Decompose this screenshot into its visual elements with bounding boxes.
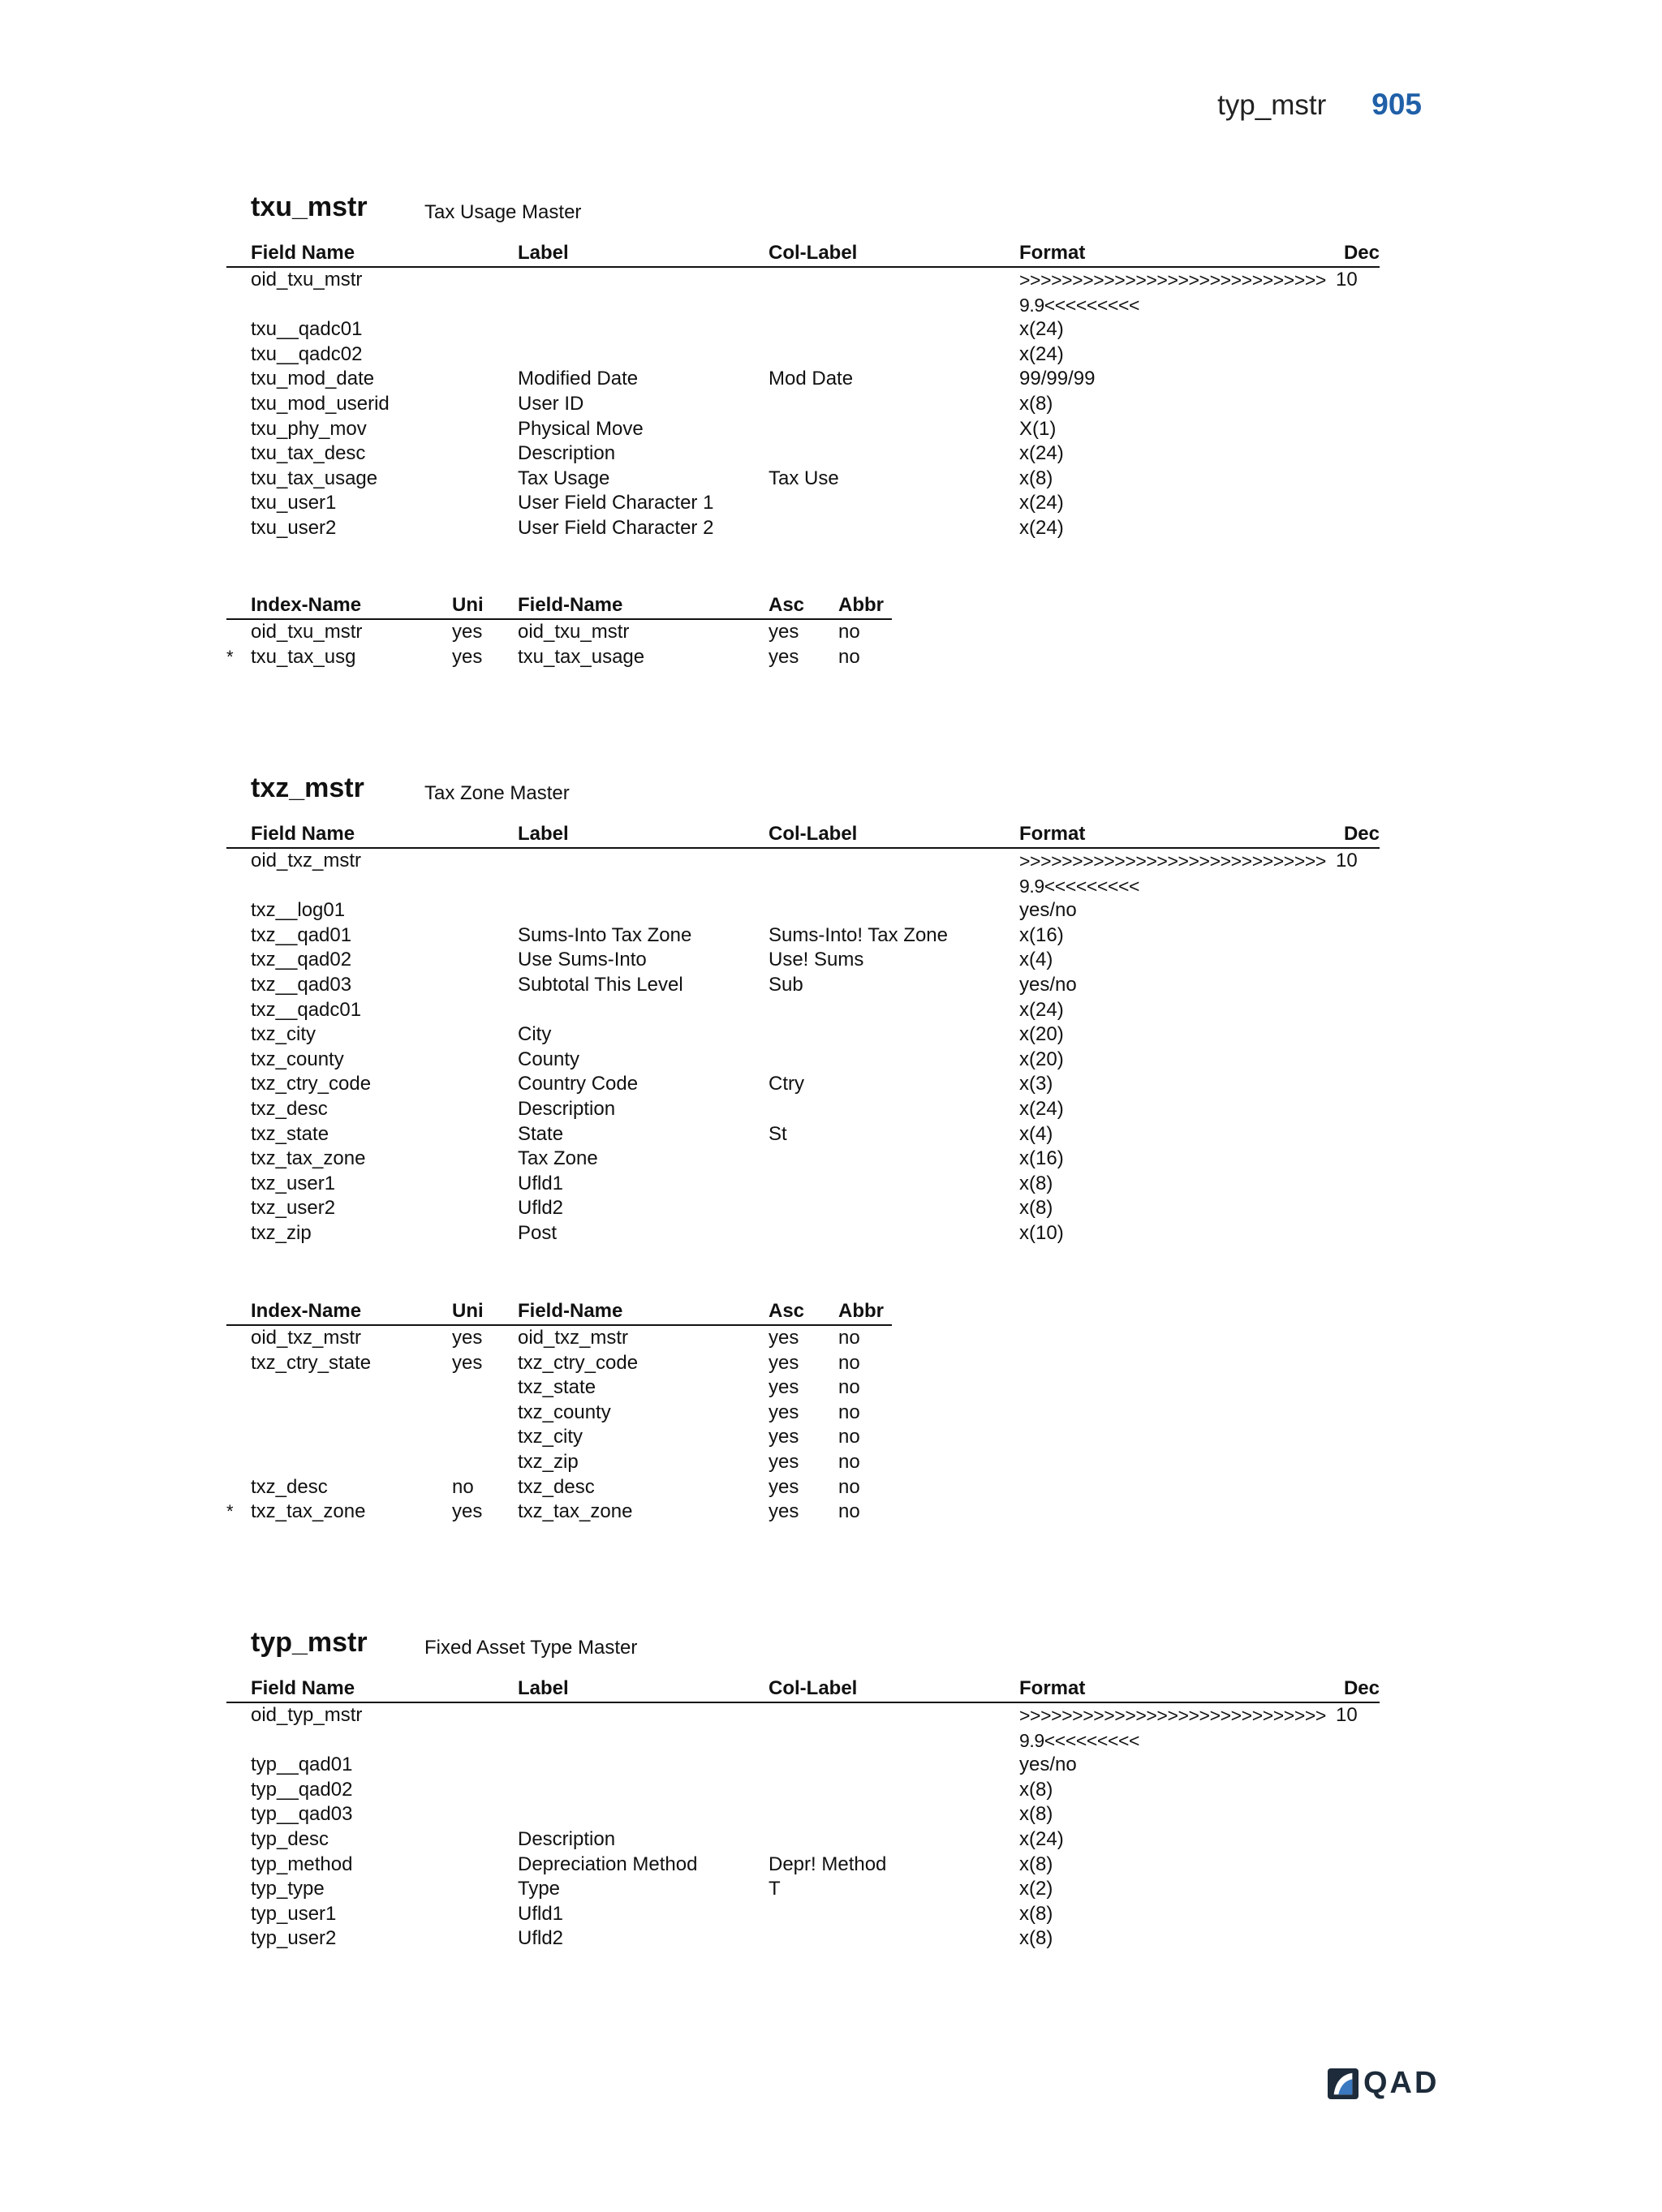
- col-header-asc: Asc: [769, 1300, 805, 1322]
- index-unique: yes: [452, 1327, 483, 1349]
- field-label: Use Sums-Into: [518, 949, 647, 971]
- index-field-name: txu_tax_usage: [518, 645, 645, 668]
- field-label: Ufld1: [518, 1902, 564, 1925]
- col-header-field-name: Field Name: [251, 1677, 355, 1699]
- field-name: txu_user1: [251, 492, 337, 514]
- index-field-name: txz_tax_zone: [518, 1500, 633, 1523]
- field-format: x(8): [1019, 1902, 1053, 1925]
- index-unique: yes: [452, 621, 483, 643]
- field-label: User Field Character 1: [518, 492, 714, 514]
- field-rows: [226, 1703, 1380, 1952]
- index-asc: yes: [769, 1450, 799, 1473]
- col-header-dec: Dec: [1343, 1677, 1380, 1699]
- field-row: [226, 467, 1380, 492]
- field-dec: 10: [1336, 269, 1358, 290]
- index-abbr: no: [838, 621, 860, 643]
- field-format: x(24): [1019, 342, 1064, 365]
- table-description: Fixed Asset Type Master: [424, 1637, 638, 1659]
- index-field-name: oid_txz_mstr: [518, 1327, 629, 1349]
- field-label: Description: [518, 1097, 616, 1120]
- field-col-label: Depr! Method: [769, 1853, 887, 1875]
- col-header-field-name: Field Name: [251, 242, 355, 264]
- index-abbr: no: [838, 1351, 860, 1374]
- page-number: 905: [1371, 88, 1422, 121]
- field-col-label: St: [769, 1122, 787, 1145]
- index-row: [226, 1425, 892, 1450]
- field-row: [226, 1802, 1380, 1827]
- running-title: typ_mstr: [1217, 89, 1327, 121]
- qad-logo-icon: [1328, 2068, 1358, 2099]
- field-name: typ_user1: [251, 1902, 337, 1925]
- field-format: x(3): [1019, 1073, 1053, 1095]
- field-format: x(24): [1019, 998, 1064, 1021]
- field-format: x(16): [1019, 1147, 1064, 1170]
- field-format: x(24): [1019, 442, 1064, 465]
- col-header-dec: Dec: [1343, 242, 1380, 264]
- field-row: [226, 417, 1380, 442]
- field-name: txu__qadc02: [251, 342, 363, 365]
- field-format: x(24): [1019, 1097, 1064, 1120]
- field-row: [226, 923, 1380, 949]
- index-abbr: no: [838, 645, 860, 668]
- index-field-name: txz_ctry_code: [518, 1351, 639, 1374]
- field-name: txz__log01: [251, 899, 346, 922]
- index-abbr: no: [838, 1450, 860, 1473]
- field-label: Country Code: [518, 1073, 639, 1095]
- index-row: [226, 1351, 892, 1376]
- index-asc: yes: [769, 1401, 799, 1423]
- field-table-header: [226, 240, 1380, 268]
- field-label: City: [518, 1023, 552, 1046]
- field-name: txz_tax_zone: [251, 1147, 366, 1170]
- col-header-format: Format: [1019, 1677, 1086, 1699]
- field-label: User ID: [518, 392, 584, 415]
- field-col-label: Use! Sums: [769, 949, 864, 971]
- col-header-abbr: Abbr: [838, 1300, 884, 1322]
- index-field-name: txz_desc: [518, 1475, 595, 1498]
- field-format: x(24): [1019, 516, 1064, 539]
- field-format: x(16): [1019, 923, 1064, 946]
- field-name: txu_tax_desc: [251, 442, 366, 465]
- field-format: x(24): [1019, 318, 1064, 341]
- field-label: Tax Zone: [518, 1147, 598, 1170]
- field-row: [226, 441, 1380, 467]
- field-format: yes/no: [1019, 973, 1077, 996]
- field-format: x(8): [1019, 1803, 1053, 1826]
- col-header-asc: Asc: [769, 594, 805, 616]
- field-col-label: Sums-Into! Tax Zone: [769, 923, 948, 946]
- col-header-format: Format: [1019, 823, 1086, 845]
- index-field-name: txz_county: [518, 1401, 611, 1423]
- field-label: Post: [518, 1221, 558, 1244]
- index-name: txz_tax_zone: [251, 1500, 366, 1523]
- qad-logo: [1328, 2066, 1439, 2101]
- field-row: [226, 342, 1380, 368]
- index-abbr: no: [838, 1376, 860, 1399]
- col-header-col-label: Col-Label: [769, 1677, 858, 1699]
- field-name: txu_user2: [251, 516, 337, 539]
- field-label: Type: [518, 1878, 561, 1900]
- table-title: txu_mstr: [251, 192, 368, 222]
- field-name: typ__qad01: [251, 1754, 353, 1776]
- field-row: [226, 1853, 1380, 1878]
- col-header-label: Label: [518, 823, 569, 845]
- field-format: x(10): [1019, 1221, 1064, 1244]
- field-format: x(2): [1019, 1878, 1053, 1900]
- index-abbr: no: [838, 1401, 860, 1423]
- field-format: x(8): [1019, 1927, 1053, 1950]
- field-row: [226, 1877, 1380, 1902]
- field-col-label: Ctry: [769, 1073, 804, 1095]
- field-name: txu_mod_userid: [251, 392, 390, 415]
- field-format: x(24): [1019, 1827, 1064, 1850]
- field-label: State: [518, 1122, 564, 1145]
- index-row: [226, 645, 892, 670]
- col-header-col-label: Col-Label: [769, 242, 858, 264]
- index-table-header: [226, 1298, 892, 1326]
- index-field-name: txz_zip: [518, 1450, 579, 1473]
- field-name: txu_mod_date: [251, 368, 375, 390]
- field-name: txz__qad02: [251, 949, 352, 971]
- field-format: x(8): [1019, 1172, 1053, 1194]
- field-row: [226, 898, 1380, 923]
- field-format: >>>>>>>>>>>>>>>>>>>>>>>>>>>>>9.9<<<<<<<<<: [1019, 269, 1326, 316]
- col-header-field-name: Field-Name: [518, 594, 623, 616]
- index-asc: yes: [769, 645, 799, 668]
- col-header-abbr: Abbr: [838, 594, 884, 616]
- table-title: typ_mstr: [251, 1627, 368, 1658]
- field-label: Tax Usage: [518, 467, 610, 489]
- table-title: txz_mstr: [251, 772, 364, 803]
- field-name: txz__qad03: [251, 973, 352, 996]
- primary-index-marker: *: [226, 646, 234, 667]
- index-abbr: no: [838, 1500, 860, 1523]
- field-format: X(1): [1019, 417, 1057, 440]
- field-label: Ufld2: [518, 1197, 564, 1220]
- field-table-header: [226, 1676, 1380, 1703]
- col-header-col-label: Col-Label: [769, 823, 858, 845]
- field-col-label: Tax Use: [769, 467, 839, 489]
- field-table: [226, 821, 1380, 1246]
- field-row: [226, 367, 1380, 392]
- index-unique: no: [452, 1475, 474, 1498]
- index-row: [226, 1326, 892, 1351]
- field-name: typ__qad03: [251, 1803, 353, 1826]
- index-table: [226, 1298, 892, 1525]
- field-format: x(8): [1019, 392, 1053, 415]
- index-row: [226, 1401, 892, 1426]
- qad-logo-text: QAD: [1363, 2066, 1440, 2100]
- field-row: [226, 1703, 1380, 1753]
- index-name: txz_desc: [251, 1475, 328, 1498]
- field-rows: [226, 849, 1380, 1246]
- field-label: Description: [518, 442, 616, 465]
- field-name: txu__qadc01: [251, 318, 363, 341]
- field-row: [226, 1926, 1380, 1952]
- field-name: typ_method: [251, 1853, 353, 1875]
- field-label: Modified Date: [518, 368, 639, 390]
- field-format: x(8): [1019, 1778, 1053, 1801]
- field-name: txu_phy_mov: [251, 417, 367, 440]
- index-unique: yes: [452, 645, 483, 668]
- field-row: [226, 516, 1380, 541]
- field-name: txz_ctry_code: [251, 1073, 372, 1095]
- index-field-name: txz_state: [518, 1376, 596, 1399]
- field-row: [226, 1072, 1380, 1097]
- field-row: [226, 1022, 1380, 1048]
- index-field-name: oid_txu_mstr: [518, 621, 630, 643]
- field-name: oid_txu_mstr: [251, 269, 363, 290]
- field-format: x(8): [1019, 1197, 1053, 1220]
- field-name: typ_user2: [251, 1927, 337, 1950]
- field-table: [226, 240, 1380, 541]
- field-dec: 10: [1336, 850, 1358, 871]
- index-abbr: no: [838, 1426, 860, 1448]
- index-field-name: txz_city: [518, 1426, 583, 1448]
- field-table: [226, 1676, 1380, 1952]
- field-label: Description: [518, 1827, 616, 1850]
- field-label: Physical Move: [518, 417, 644, 440]
- field-row: [226, 268, 1380, 317]
- field-name: oid_txz_mstr: [251, 850, 362, 871]
- index-table: [226, 592, 892, 669]
- field-name: txz_desc: [251, 1097, 328, 1120]
- table-description: Tax Zone Master: [424, 782, 570, 804]
- index-name: txu_tax_usg: [251, 645, 356, 668]
- index-asc: yes: [769, 621, 799, 643]
- field-name: txz__qad01: [251, 923, 352, 946]
- field-format: x(20): [1019, 1023, 1064, 1046]
- field-name: txz_state: [251, 1122, 329, 1145]
- field-row: [226, 1172, 1380, 1197]
- field-name: txz_zip: [251, 1221, 312, 1244]
- index-unique: yes: [452, 1351, 483, 1374]
- field-name: oid_typ_mstr: [251, 1704, 363, 1726]
- field-row: [226, 317, 1380, 342]
- field-row: [226, 1753, 1380, 1778]
- index-asc: yes: [769, 1376, 799, 1399]
- field-label: Subtotal This Level: [518, 973, 683, 996]
- field-format: x(20): [1019, 1048, 1064, 1070]
- field-col-label: T: [769, 1878, 781, 1900]
- field-col-label: Sub: [769, 973, 803, 996]
- col-header-label: Label: [518, 242, 569, 264]
- index-name: oid_txu_mstr: [251, 621, 363, 643]
- col-header-field-name: Field Name: [251, 823, 355, 845]
- index-asc: yes: [769, 1426, 799, 1448]
- field-name: typ_type: [251, 1878, 325, 1900]
- index-abbr: no: [838, 1327, 860, 1349]
- field-format: x(4): [1019, 949, 1053, 971]
- field-label: Ufld1: [518, 1172, 564, 1194]
- field-name: typ_desc: [251, 1827, 329, 1850]
- field-format: x(8): [1019, 467, 1053, 489]
- field-row: [226, 1827, 1380, 1853]
- field-row: [226, 1196, 1380, 1221]
- field-format: yes/no: [1019, 1754, 1077, 1776]
- field-name: txz_city: [251, 1023, 316, 1046]
- col-header-uni: Uni: [452, 594, 484, 616]
- index-asc: yes: [769, 1475, 799, 1498]
- field-row: [226, 1221, 1380, 1246]
- index-asc: yes: [769, 1500, 799, 1523]
- index-row: [226, 1475, 892, 1500]
- index-asc: yes: [769, 1351, 799, 1374]
- index-name: txz_ctry_state: [251, 1351, 372, 1374]
- field-format: >>>>>>>>>>>>>>>>>>>>>>>>>>>>>9.9<<<<<<<<<: [1019, 850, 1326, 897]
- field-row: [226, 1048, 1380, 1073]
- field-row: [226, 948, 1380, 973]
- field-name: txz_user1: [251, 1172, 336, 1194]
- table-description: Tax Usage Master: [424, 201, 582, 223]
- index-row: [226, 1450, 892, 1475]
- index-row: [226, 1500, 892, 1525]
- field-dec: 10: [1336, 1704, 1358, 1726]
- field-name: txz_user2: [251, 1197, 336, 1220]
- index-table-header: [226, 592, 892, 620]
- field-label: User Field Character 2: [518, 516, 714, 539]
- field-label: Depreciation Method: [518, 1853, 698, 1875]
- col-header-index-name: Index-Name: [251, 1300, 362, 1322]
- field-name: txz__qadc01: [251, 998, 362, 1021]
- field-format: yes/no: [1019, 899, 1077, 922]
- field-name: txu_tax_usage: [251, 467, 378, 489]
- col-header-index-name: Index-Name: [251, 594, 362, 616]
- field-rows: [226, 268, 1380, 541]
- running-header: [1217, 88, 1422, 127]
- col-header-dec: Dec: [1343, 823, 1380, 845]
- index-rows: [226, 620, 892, 669]
- field-table-header: [226, 821, 1380, 849]
- field-row: [226, 1902, 1380, 1927]
- field-row: [226, 1147, 1380, 1172]
- field-label: County: [518, 1048, 580, 1070]
- field-format: x(4): [1019, 1122, 1053, 1145]
- field-row: [226, 1097, 1380, 1122]
- index-abbr: no: [838, 1475, 860, 1498]
- index-unique: yes: [452, 1500, 483, 1523]
- field-format: x(8): [1019, 1853, 1053, 1875]
- field-row: [226, 392, 1380, 417]
- field-col-label: Mod Date: [769, 368, 854, 390]
- field-row: [226, 491, 1380, 516]
- field-format: >>>>>>>>>>>>>>>>>>>>>>>>>>>>>9.9<<<<<<<<<: [1019, 1705, 1326, 1751]
- field-name: typ__qad02: [251, 1778, 353, 1801]
- col-header-format: Format: [1019, 242, 1086, 264]
- primary-index-marker: *: [226, 1501, 234, 1522]
- col-header-uni: Uni: [452, 1300, 484, 1322]
- field-row: [226, 1122, 1380, 1147]
- index-rows: [226, 1326, 892, 1525]
- field-row: [226, 973, 1380, 998]
- index-row: [226, 1375, 892, 1401]
- field-name: txz_county: [251, 1048, 344, 1070]
- field-row: [226, 849, 1380, 898]
- field-label: Sums-Into Tax Zone: [518, 923, 692, 946]
- index-row: [226, 620, 892, 645]
- field-row: [226, 998, 1380, 1023]
- field-format: 99/99/99: [1019, 368, 1096, 390]
- field-format: x(24): [1019, 492, 1064, 514]
- col-header-label: Label: [518, 1677, 569, 1699]
- col-header-field-name: Field-Name: [518, 1300, 623, 1322]
- field-label: Ufld2: [518, 1927, 564, 1950]
- index-asc: yes: [769, 1327, 799, 1349]
- field-row: [226, 1778, 1380, 1803]
- index-name: oid_txz_mstr: [251, 1327, 362, 1349]
